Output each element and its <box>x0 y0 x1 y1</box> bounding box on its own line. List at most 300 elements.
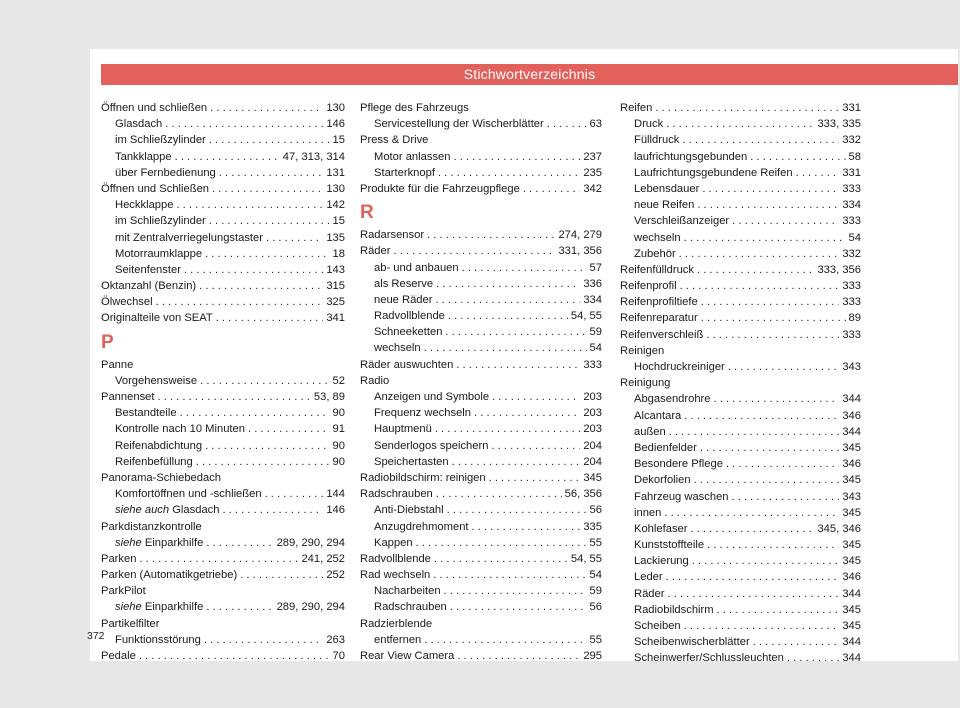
index-term <box>634 213 729 229</box>
index-term <box>620 278 677 294</box>
index-term <box>634 505 661 521</box>
index-term <box>101 470 221 486</box>
index-term <box>115 599 203 615</box>
dot-leader <box>462 260 587 276</box>
index-letter-heading: R <box>360 202 374 224</box>
index-entry <box>620 100 861 116</box>
dot-leader <box>707 537 839 553</box>
index-term <box>634 116 663 132</box>
index-subentry <box>620 569 861 585</box>
index-page-ref: 346 <box>842 571 861 584</box>
dot-leader <box>452 454 581 470</box>
index-term <box>101 616 159 632</box>
index-page-ref: 56, 356 <box>564 488 602 501</box>
index-term <box>634 424 666 440</box>
dot-leader <box>266 230 323 246</box>
index-entry <box>101 567 345 583</box>
dot-leader <box>165 116 323 132</box>
dot-leader <box>753 634 840 650</box>
dot-leader <box>210 100 323 116</box>
dot-leader <box>199 278 323 294</box>
index-subentry <box>360 260 602 276</box>
index-term-text: Rad wechseln <box>360 569 431 582</box>
index-page-ref: 346 <box>842 458 861 471</box>
index-term <box>374 340 421 356</box>
index-subentry <box>101 132 345 148</box>
index-term-text: Reifenbefüllung <box>115 455 193 468</box>
index-subentry <box>620 165 861 181</box>
index-term <box>115 632 201 648</box>
index-term-text: Motor anlassen <box>374 150 451 163</box>
index-term <box>374 165 435 181</box>
dot-leader <box>139 551 298 567</box>
index-subentry <box>360 535 602 551</box>
dot-leader <box>692 553 840 569</box>
index-subentry <box>101 116 345 132</box>
dot-leader <box>728 359 840 375</box>
dot-leader <box>433 567 586 583</box>
index-page-ref: 15 <box>332 134 345 147</box>
index-entry <box>360 100 602 116</box>
index-page-ref: 90 <box>332 455 345 468</box>
index-term <box>634 197 694 213</box>
index-term-text: Radiobildschirm: reinigen <box>360 471 486 484</box>
dot-leader <box>717 602 840 618</box>
index-term <box>101 181 209 197</box>
index-page-ref: 91 <box>332 423 345 436</box>
index-subentry <box>360 421 602 437</box>
index-subentry <box>360 308 602 324</box>
dot-leader <box>184 262 323 278</box>
index-page-ref: 52 <box>332 374 345 387</box>
index-page-ref: 344 <box>842 393 861 406</box>
index-term-text: Reinigen <box>620 344 665 357</box>
index-term <box>115 405 177 421</box>
index-entry <box>360 486 602 502</box>
index-entry <box>360 373 602 389</box>
index-page-ref: 203 <box>583 407 602 420</box>
dot-leader <box>416 535 587 551</box>
index-term <box>101 519 202 535</box>
index-subentry <box>620 149 861 165</box>
dot-leader <box>424 632 586 648</box>
index-subentry <box>360 405 602 421</box>
index-term-text: Bestandteile <box>115 407 177 420</box>
index-term-text: Zubehör <box>634 247 676 260</box>
dot-leader <box>669 424 840 440</box>
dot-leader <box>706 327 839 343</box>
index-subentry <box>620 424 861 440</box>
index-term <box>360 616 432 632</box>
index-term-text: Öffnen und Schließen <box>101 182 210 195</box>
index-term <box>634 634 750 650</box>
index-term <box>115 438 202 454</box>
index-term <box>101 551 136 567</box>
index-page-ref: 70 <box>332 650 345 662</box>
index-term-text: Motorraumklappe <box>115 247 203 260</box>
dot-leader <box>447 502 587 518</box>
dot-leader <box>684 618 840 634</box>
index-subentry <box>360 438 602 454</box>
index-term-text: Pflege des Fahrzeugs <box>360 102 469 114</box>
index-term <box>115 165 216 181</box>
index-page-ref: 59 <box>589 585 602 598</box>
index-term <box>634 132 679 148</box>
index-term-text: Radschrauben <box>360 488 433 501</box>
index-page-ref: 131 <box>326 166 345 179</box>
index-term <box>374 324 442 340</box>
dot-leader <box>209 213 330 229</box>
index-term <box>115 213 206 229</box>
dot-leader <box>701 294 840 310</box>
index-term <box>374 632 421 648</box>
index-entry <box>360 648 602 664</box>
dot-leader <box>445 324 586 340</box>
index-subentry <box>620 359 861 375</box>
index-page-ref: 135 <box>326 231 345 244</box>
index-page-ref: 90 <box>332 439 345 452</box>
index-subentry <box>360 632 602 648</box>
index-page-ref: 342 <box>583 182 602 195</box>
index-term <box>634 246 676 262</box>
index-subentry <box>620 537 861 553</box>
index-term-text: Alcantara <box>634 409 682 422</box>
index-subentry <box>101 438 345 454</box>
index-page-ref: 331, 356 <box>558 245 602 258</box>
index-subentry <box>620 132 861 148</box>
index-page-ref: 344 <box>842 652 861 665</box>
index-term <box>360 243 390 259</box>
dot-leader <box>702 181 839 197</box>
index-term-text: innen <box>634 506 662 519</box>
index-page-ref: 54 <box>589 342 602 355</box>
index-page-ref: 252 <box>326 569 345 582</box>
index-term <box>634 181 699 197</box>
index-subentry <box>620 618 861 634</box>
index-subentry <box>620 230 861 246</box>
index-column-3 <box>620 100 861 667</box>
dot-leader <box>436 276 580 292</box>
index-term-text: Reifenverschleiß <box>620 328 704 341</box>
dot-leader <box>448 308 568 324</box>
index-subentry <box>101 213 345 229</box>
index-subentry <box>360 519 602 535</box>
index-subentry <box>360 149 602 165</box>
index-page-ref: 341 <box>326 312 345 325</box>
index-term-text: Parkdistanzkontrolle <box>101 520 202 533</box>
index-column-1 <box>101 100 345 664</box>
index-page-ref: 204 <box>583 455 602 468</box>
index-subentry <box>360 502 602 518</box>
index-page-ref: 47, 313, 314 <box>282 150 345 163</box>
index-term <box>374 438 488 454</box>
index-subentry <box>360 324 602 340</box>
index-page-ref: 146 <box>326 118 345 131</box>
index-term-text: Räder <box>360 245 391 258</box>
index-term <box>620 262 694 278</box>
index-term <box>115 535 203 551</box>
index-subentry <box>360 389 602 405</box>
index-subentry <box>360 116 602 132</box>
index-page-ref: 54, 55 <box>570 552 602 565</box>
index-term-text: außen <box>634 425 666 438</box>
index-subentry <box>101 197 345 213</box>
index-entry <box>620 278 861 294</box>
dot-leader <box>204 632 324 648</box>
dot-leader <box>492 389 580 405</box>
dot-leader <box>697 197 839 213</box>
index-subentry <box>101 632 345 648</box>
index-term-text: wechseln <box>374 342 421 355</box>
index-page-ref: 53, 89 <box>313 391 345 403</box>
index-subentry <box>101 165 345 181</box>
index-term-text: Senderlogos speichern <box>374 439 489 452</box>
index-term <box>360 181 520 197</box>
index-term-text: Scheibenwischerblätter <box>634 636 750 649</box>
index-term-text: Abgasendrohre <box>634 393 711 406</box>
index-term <box>634 408 681 424</box>
index-page-ref: 333 <box>842 215 861 228</box>
index-term-text: Radzierblende <box>360 617 433 630</box>
index-entry <box>620 375 861 391</box>
index-term-text: Servicestellung der Wischerblätter <box>374 118 544 131</box>
dot-leader <box>489 470 581 486</box>
index-term <box>634 521 688 537</box>
index-term-text: Radiobildschirm <box>634 603 714 616</box>
index-term <box>634 602 714 618</box>
index-entry <box>620 294 861 310</box>
page-number: 372 <box>87 630 105 642</box>
index-entry <box>101 519 345 535</box>
index-subentry <box>620 116 861 132</box>
dot-leader <box>206 599 273 615</box>
index-subentry <box>360 165 602 181</box>
index-term <box>374 292 432 308</box>
index-page-ref: 58 <box>848 150 861 163</box>
dot-leader <box>655 100 839 116</box>
index-term-text: Heckklappe <box>115 199 174 212</box>
index-term <box>101 583 146 599</box>
index-page-ref: 325 <box>326 296 345 309</box>
index-entry <box>620 327 861 343</box>
index-entry <box>620 343 861 359</box>
index-page-ref: 289, 290, 294 <box>276 601 345 614</box>
index-term <box>374 276 433 292</box>
index-term-text: Partikelfilter <box>101 617 160 630</box>
index-entry <box>101 181 345 197</box>
dot-leader <box>175 149 280 165</box>
dot-leader <box>787 650 839 666</box>
index-page-ref: 345 <box>842 506 861 519</box>
index-term <box>634 650 784 666</box>
index-term-text: Radvollblende <box>360 552 431 565</box>
index-term-text: Radarsensor <box>360 229 425 242</box>
index-page-ref: 144 <box>326 488 345 501</box>
index-entry <box>360 567 602 583</box>
index-term-text: Panorama-Schiebedach <box>101 471 222 484</box>
index-term-text: Hochdruckreiniger <box>634 361 725 373</box>
index-term <box>374 421 432 437</box>
index-term-text: Starterknopf <box>374 166 435 179</box>
index-page-ref: 56 <box>589 601 602 614</box>
index-entry <box>101 294 345 310</box>
index-subentry <box>360 276 602 292</box>
index-entry <box>360 470 602 486</box>
index-entry <box>360 132 602 148</box>
index-term <box>620 343 664 359</box>
index-term-text: im Schließzylinder <box>115 215 206 228</box>
index-entry <box>101 583 345 599</box>
index-page-ref: 333 <box>583 358 602 371</box>
index-term <box>634 586 664 602</box>
index-page-ref: 315 <box>326 280 345 293</box>
index-subentry <box>360 583 602 599</box>
index-page-ref: 345 <box>842 441 861 454</box>
index-page-ref: 333 <box>842 328 861 341</box>
index-page-ref: 346 <box>842 409 861 422</box>
index-page-ref: 345 <box>842 474 861 487</box>
index-term <box>115 230 263 246</box>
index-letter-heading: P <box>101 331 114 353</box>
index-term-text: ParkPilot <box>101 585 146 598</box>
dot-leader <box>450 599 587 615</box>
index-entry <box>101 551 345 567</box>
index-term <box>115 132 206 148</box>
index-term-text: Anzugdrehmoment <box>374 520 469 533</box>
index-term-text: Anzeigen und Symbole <box>374 391 490 403</box>
dot-leader <box>682 132 839 148</box>
dot-leader <box>435 292 580 308</box>
index-subentry <box>101 421 345 437</box>
index-term <box>360 470 486 486</box>
dot-leader <box>472 519 581 535</box>
index-page-ref: 54, 55 <box>570 310 602 323</box>
index-term <box>634 553 689 569</box>
index-page-ref: 334 <box>842 199 861 212</box>
dot-leader <box>694 472 840 488</box>
index-term <box>101 389 155 405</box>
index-page-ref: 142 <box>326 199 345 212</box>
index-term <box>360 132 428 148</box>
index-entry <box>360 616 602 632</box>
index-term-text: Hauptmenü <box>374 423 432 436</box>
index-term-text: Dekorfolien <box>634 474 691 487</box>
index-term-text: Rear View Camera <box>360 650 455 662</box>
index-page-ref: 333 <box>842 280 861 293</box>
index-entry <box>360 551 602 567</box>
dot-leader <box>491 438 580 454</box>
dot-leader <box>750 149 845 165</box>
dot-leader <box>796 165 840 181</box>
index-term-text: Scheiben <box>634 620 681 632</box>
index-term <box>374 308 445 324</box>
index-term <box>101 278 196 294</box>
index-term <box>360 551 431 567</box>
dot-leader <box>139 648 330 664</box>
index-subentry <box>620 521 861 537</box>
index-subentry <box>101 373 345 389</box>
dot-leader <box>664 505 839 521</box>
index-entry <box>101 278 345 294</box>
dot-leader <box>523 181 580 197</box>
index-term-text: Produkte für die Fahrzeugpflege <box>360 182 520 195</box>
index-cross-reference: siehe auch <box>115 504 170 517</box>
dot-leader <box>444 583 587 599</box>
index-subentry <box>101 535 345 551</box>
index-page-ref: 333, 356 <box>817 263 861 276</box>
index-page-ref: 332 <box>842 134 861 147</box>
index-subentry <box>620 650 861 666</box>
index-term <box>115 421 245 437</box>
index-term-text: Parken (Automatikgetriebe) <box>101 569 238 582</box>
index-page-ref: 263 <box>326 633 345 646</box>
index-term-text: Frequenz wechseln <box>374 407 472 420</box>
index-term-text: Fülldruck <box>634 134 680 147</box>
index-subentry <box>360 292 602 308</box>
index-page-ref: 344 <box>842 636 861 649</box>
index-term <box>360 373 389 389</box>
index-term-text: Reinigung <box>620 377 671 390</box>
index-page-ref: 63 <box>589 118 602 131</box>
dot-leader <box>680 278 840 294</box>
index-cross-reference: siehe <box>115 601 142 614</box>
index-term <box>634 391 711 407</box>
index-subentry <box>101 149 345 165</box>
dot-leader <box>205 438 329 454</box>
index-term-text: Einparkhilfe <box>144 536 204 549</box>
index-term-text: wechseln <box>634 231 681 244</box>
index-term-text: entfernen <box>374 633 422 646</box>
dot-leader <box>726 456 839 472</box>
index-term <box>620 310 698 326</box>
dot-leader <box>209 132 330 148</box>
index-term-text: neue Reifen <box>634 199 695 212</box>
dot-leader <box>700 440 840 456</box>
index-subentry <box>620 197 861 213</box>
index-subentry <box>101 502 345 518</box>
index-entry <box>101 470 345 486</box>
index-term <box>374 454 449 470</box>
index-term-text: Ölwechsel <box>101 296 153 309</box>
index-term-text: Schneeketten <box>374 326 443 339</box>
index-term-text: über Fernbedienung <box>115 166 216 179</box>
index-subentry <box>360 340 602 356</box>
dot-leader <box>265 486 324 502</box>
index-term <box>634 149 747 165</box>
section-header <box>101 64 958 85</box>
index-term <box>101 648 136 664</box>
dot-leader <box>240 567 323 583</box>
dot-leader <box>206 535 273 551</box>
dot-leader <box>434 551 568 567</box>
index-term <box>620 375 670 391</box>
index-term <box>634 456 723 472</box>
index-term-text: im Schließzylinder <box>115 134 206 147</box>
index-term-text: Druck <box>634 118 664 131</box>
index-entry <box>620 262 861 278</box>
index-term <box>620 100 652 116</box>
index-subentry <box>101 405 345 421</box>
index-page-ref: 54 <box>589 569 602 582</box>
dot-leader <box>666 569 840 585</box>
index-term-text: laufrichtungsgebunden <box>634 150 748 163</box>
index-term <box>101 567 237 583</box>
index-page-ref: 241, 252 <box>301 552 345 565</box>
index-page-ref: 55 <box>589 633 602 646</box>
index-term <box>634 165 793 181</box>
index-term-text: Lackierung <box>634 555 689 568</box>
index-page-ref: 332 <box>842 247 861 260</box>
